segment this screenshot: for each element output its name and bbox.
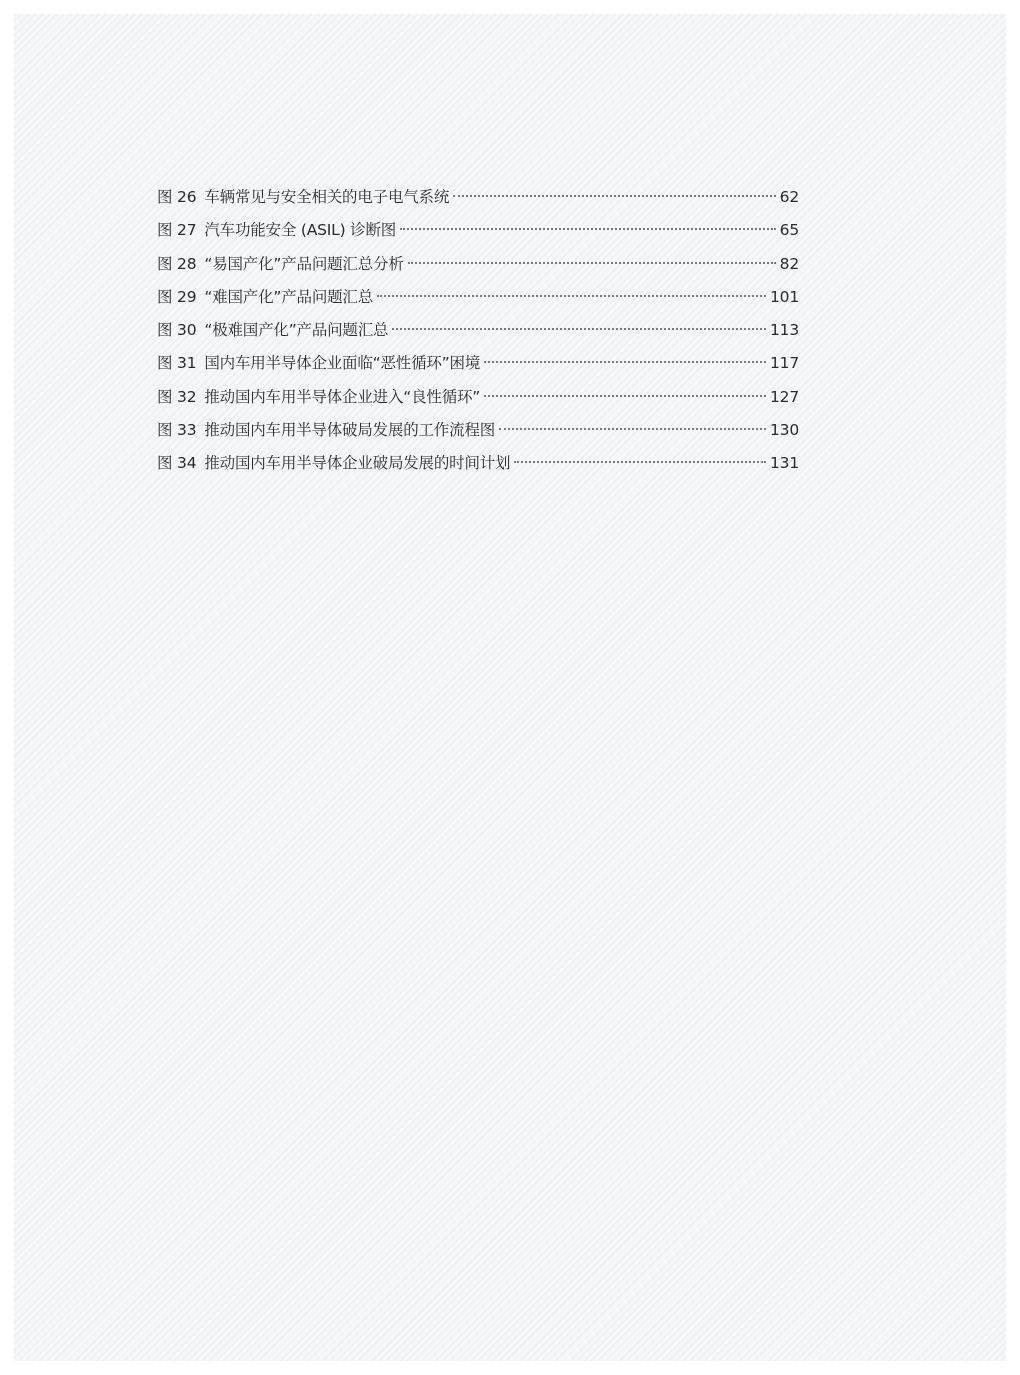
toc-entry-label [157, 418, 495, 440]
page-number: 131 [770, 454, 799, 473]
page-number: 82 [779, 254, 799, 273]
dot-leader [400, 227, 776, 230]
page-number: 127 [770, 387, 799, 406]
figure-number: 图 30 [157, 321, 197, 340]
dot-leader [499, 427, 766, 430]
toc-entry[interactable] [157, 185, 799, 218]
page-number: 117 [770, 354, 799, 373]
figure-title: 车辆常见与安全相关的电子电气系统 [204, 188, 450, 206]
dot-leader [484, 394, 766, 397]
toc-entry-label [157, 218, 396, 240]
dot-leader [392, 327, 766, 330]
toc-entry[interactable] [157, 418, 799, 451]
toc-entry-label [157, 285, 373, 307]
figure-number: 图 29 [157, 287, 197, 306]
toc-entry[interactable] [157, 285, 799, 318]
dot-leader [453, 194, 776, 197]
dot-leader [408, 261, 776, 264]
figure-number: 图 32 [157, 387, 197, 406]
page-number: 113 [770, 321, 799, 340]
figure-number: 图 26 [157, 188, 197, 206]
dot-leader [377, 294, 766, 297]
toc-entry[interactable] [157, 218, 799, 251]
toc-entry[interactable] [157, 451, 799, 484]
toc-entry-label [157, 252, 404, 274]
page-number: 101 [770, 287, 799, 306]
figure-number: 图 31 [157, 354, 197, 373]
figure-title: “易国产化”产品问题汇总分析 [204, 254, 404, 273]
page-number: 130 [770, 421, 799, 440]
page-number: 65 [779, 221, 799, 240]
figure-title: 推动国内车用半导体企业进入“良性循环” [204, 387, 481, 406]
toc-entry-label [157, 451, 510, 473]
figure-list [157, 185, 799, 485]
figure-number: 图 27 [157, 221, 197, 240]
figure-title: “难国产化”产品问题汇总 [204, 287, 374, 306]
figure-number: 图 34 [157, 454, 197, 473]
figure-title: “极难国产化”产品问题汇总 [204, 321, 389, 340]
toc-entry[interactable] [157, 351, 799, 384]
figure-number: 图 28 [157, 254, 197, 273]
dot-leader [484, 360, 766, 363]
figure-title: 汽车功能安全 (ASIL) 诊断图 [204, 221, 397, 240]
toc-entry[interactable] [157, 385, 799, 418]
toc-entry[interactable] [157, 318, 799, 351]
figure-number: 图 33 [157, 421, 197, 440]
figure-title: 推动国内车用半导体企业破局发展的时间计划 [204, 454, 511, 473]
toc-entry[interactable] [157, 252, 799, 285]
figure-title: 推动国内车用半导体破局发展的工作流程图 [204, 421, 496, 440]
toc-entry-label [157, 185, 449, 207]
figure-title: 国内车用半导体企业面临“恶性循环”困境 [204, 354, 481, 373]
toc-entry-label [157, 385, 480, 407]
dot-leader [514, 460, 766, 463]
toc-entry-label [157, 318, 388, 340]
toc-entry-label [157, 351, 480, 373]
page-number: 62 [779, 188, 799, 206]
